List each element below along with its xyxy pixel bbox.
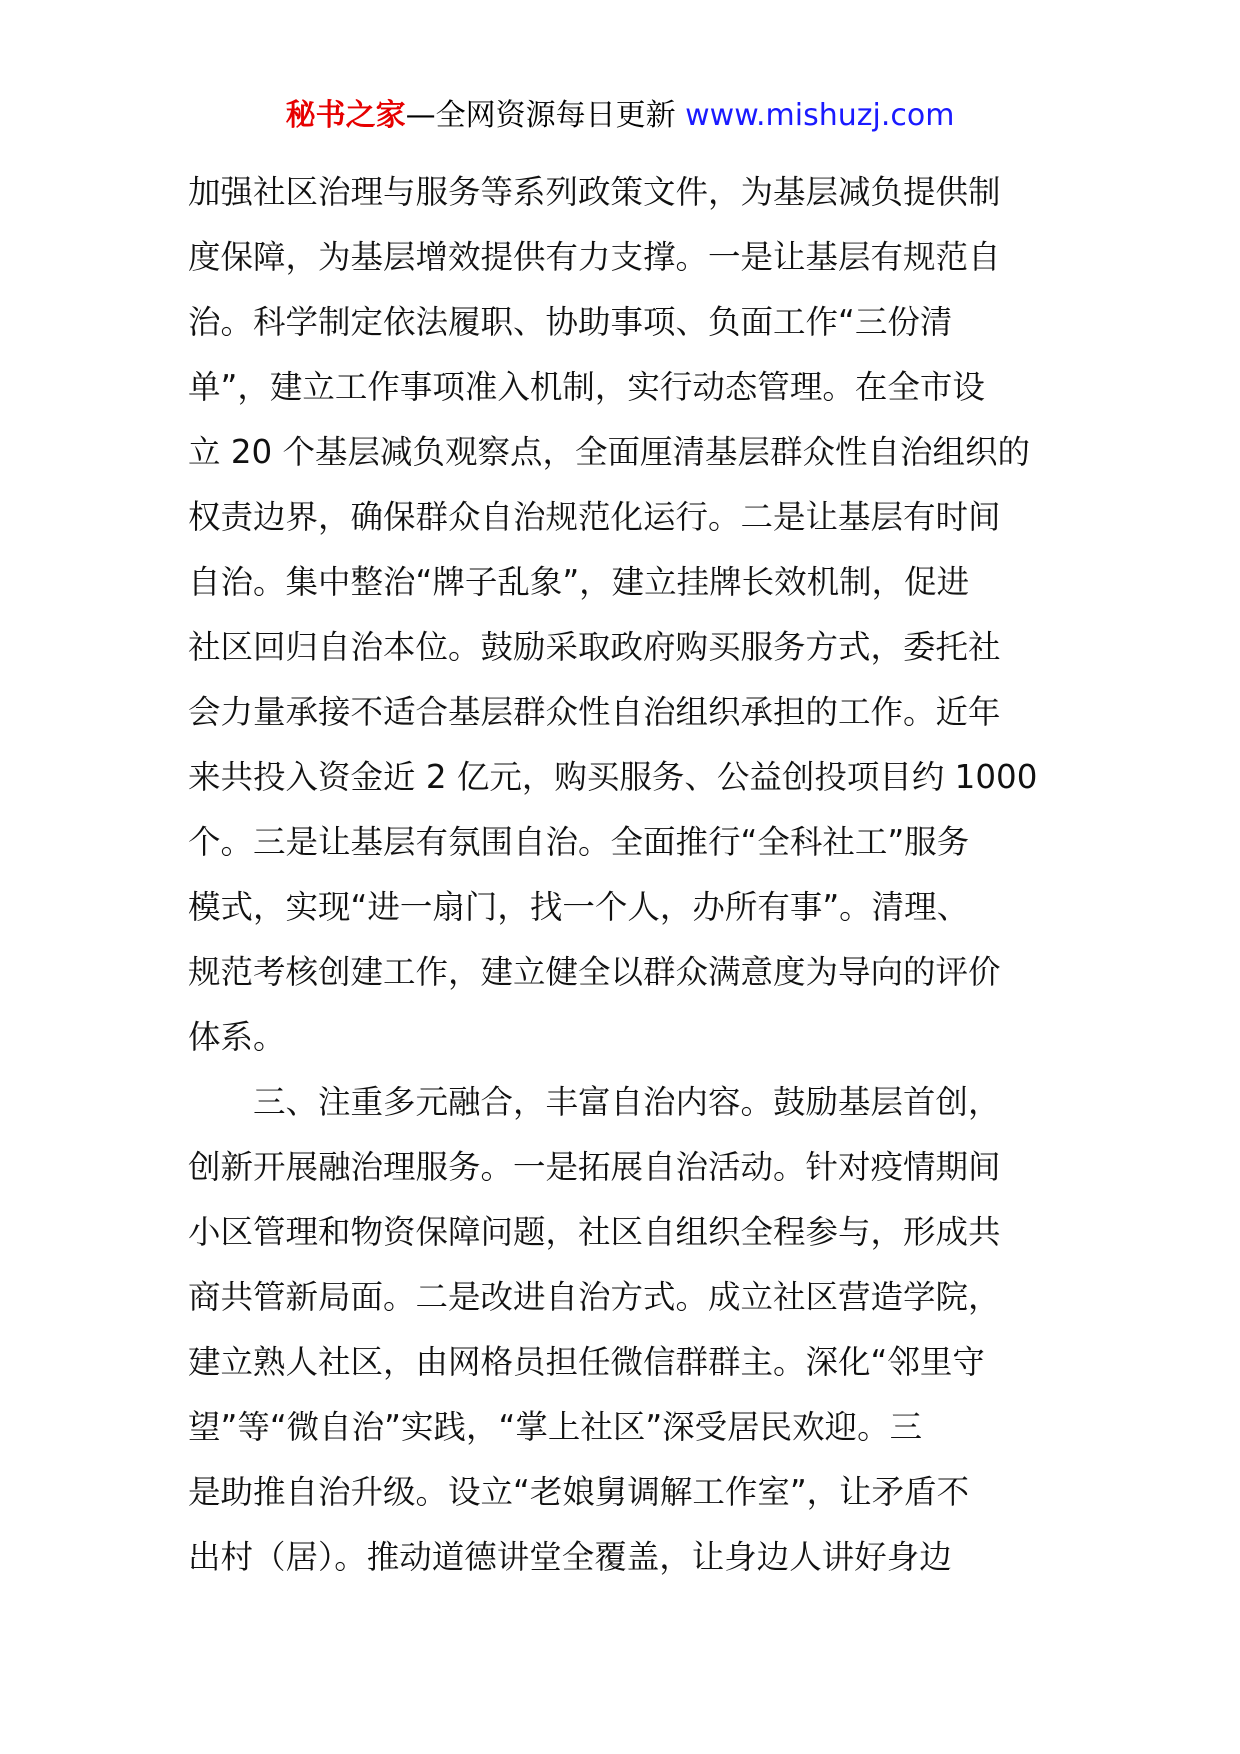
text-line: 模式，实现“进一扇门，找一个人，办所有事”。清理、 [188, 888, 970, 926]
text-line: 权责边界，确保群众自治规范化运行。二是让基层有时间 [188, 498, 1001, 536]
website-link[interactable]: www.mishuzj.com [685, 98, 955, 133]
text-line: 望”等“微自治”实践，“掌上社区”深受居民欢迎。三 [188, 1408, 923, 1446]
text-line: 单”，建立工作事项准入机制，实行动态管理。在全市设 [188, 368, 985, 406]
text-line: 会力量承接不适合基层群众性自治组织承担的工作。近年 [188, 693, 1001, 731]
text-line: 立 20 个基层减负观察点，全面厘清基层群众性自治组织的 [188, 433, 1031, 471]
text-line: 小区管理和物资保障问题，社区自组织全程参与，形成共 [188, 1213, 1001, 1251]
text-line: 个。三是让基层有氛围自治。全面推行“全科社工”服务 [188, 823, 970, 861]
text-line: 商共管新局面。二是改进自治方式。成立社区营造学院， [188, 1278, 1001, 1316]
text-line: 三、注重多元融合，丰富自治内容。鼓励基层首创， [253, 1083, 1001, 1121]
text-line: 创新开展融治理服务。一是拓展自治活动。针对疫情期间 [188, 1148, 1001, 1186]
text-line: 体系。 [188, 1018, 286, 1056]
text-line: 出村（居）。推动道德讲堂全覆盖，让身边人讲好身边 [188, 1538, 952, 1576]
paragraph-2 [188, 1070, 1068, 1590]
brand-name: 秘书之家 [285, 98, 406, 133]
text-line: 加强社区治理与服务等系列政策文件，为基层减负提供制 [188, 173, 1001, 211]
text-line: 自治。集中整治“牌子乱象”，建立挂牌长效机制，促进 [188, 563, 970, 601]
text-line: 社区回归自治本位。鼓励采取政府购买服务方式，委托社 [188, 628, 1001, 666]
watermark-header [0, 96, 1240, 136]
header-tagline: —全网资源每日更新 [405, 98, 676, 133]
paragraph-1 [188, 160, 1068, 1070]
text-line: 来共投入资金近 2 亿元，购买服务、公益创投项目约 1000 [188, 758, 1038, 796]
text-line: 治。科学制定依法履职、协助事项、负面工作“三份清 [188, 303, 953, 341]
text-line: 是助推自治升级。设立“老娘舅调解工作室”，让矛盾不 [188, 1473, 970, 1511]
text-line: 规范考核创建工作，建立健全以群众满意度为导向的评价 [188, 953, 1001, 991]
text-line: 度保障，为基层增效提供有力支撑。一是让基层有规范自 [188, 238, 1001, 276]
text-line: 建立熟人社区，由网格员担任微信群群主。深化“邻里守 [188, 1343, 985, 1381]
document-body [188, 160, 1068, 1590]
